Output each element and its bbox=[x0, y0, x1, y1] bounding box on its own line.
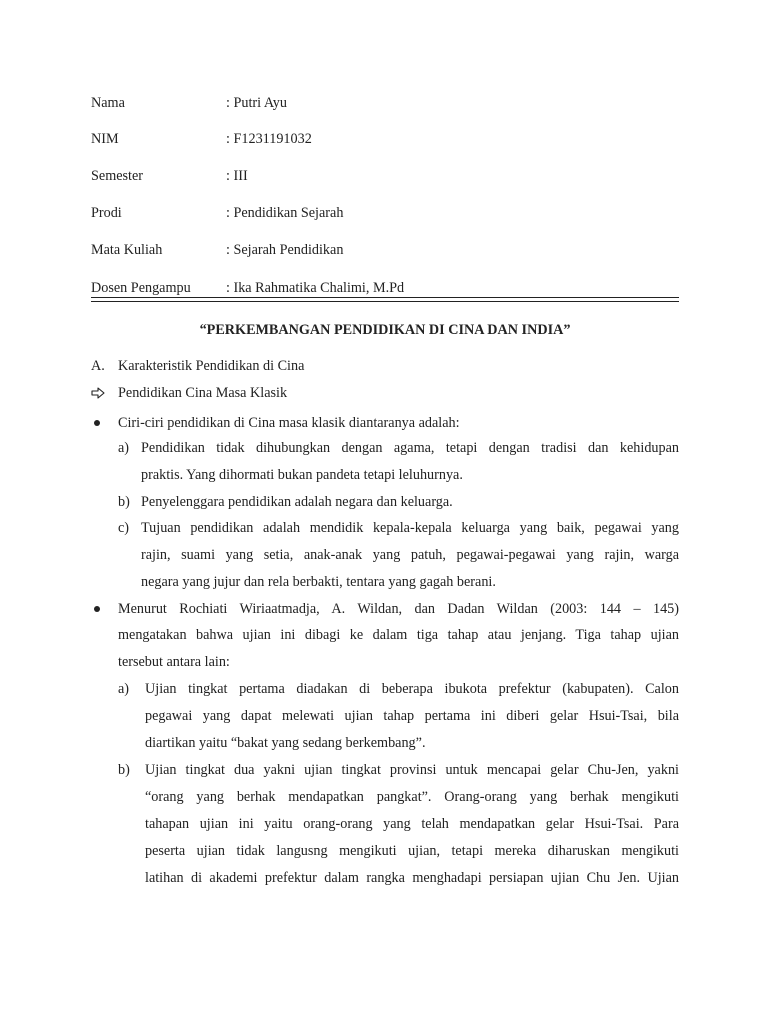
document-title: “PERKEMBANGAN PENDIDIKAN DI CINA DAN INDIA” bbox=[199, 322, 571, 338]
meta-label: NIM bbox=[91, 131, 119, 147]
list-item-line: praktis. Yang dihormati bukan pandeta tetapi leluhurnya. bbox=[141, 467, 463, 483]
meta-value: : Sejarah Pendidikan bbox=[226, 242, 344, 258]
header-divider-top bbox=[91, 297, 679, 298]
list-item-line: peserta ujian tidak langusng mengikuti ujian, tetapi mereka diharuskan mengikuti bbox=[145, 843, 679, 859]
list-item-line: Ujian tingkat dua yakni ujian tingkat provinsi untuk mencapai gelar Chu-Jen, yakni bbox=[145, 762, 679, 778]
section-letter: A. bbox=[91, 358, 105, 374]
list-item-line: rajin, suami yang setia, anak-anak yang patuh, pegawai-pegawai yang rajin, warga bbox=[141, 547, 679, 563]
list-marker: b) bbox=[118, 762, 130, 778]
bullet-text-line: mengatakan bahwa ujian ini dibagi ke dalam tiga tahap atau jenjang. Tiga tahap ujian bbox=[118, 627, 679, 643]
bullet-text-line: Menurut Rochiati Wiriaatmadja, A. Wildan, dan Dadan Wildan (2003: 144 – 145) bbox=[118, 601, 679, 617]
bullet-text-line: tersebut antara lain: bbox=[118, 654, 230, 670]
list-marker: a) bbox=[118, 440, 130, 456]
meta-value: : Pendidikan Sejarah bbox=[226, 205, 344, 221]
list-item-line: pegawai yang dapat melewati ujian tahap pertama ini diberi gelar Hsui-Tsai, bila bbox=[145, 708, 679, 724]
header-divider-bottom bbox=[91, 301, 679, 302]
meta-value: : Putri Ayu bbox=[226, 95, 287, 111]
meta-label: Mata Kuliah bbox=[91, 242, 163, 258]
meta-value: : Ika Rahmatika Chalimi, M.Pd bbox=[226, 280, 405, 296]
list-item-line: Pendidikan tidak dihubungkan dengan agama, tetapi dengan tradisi dan kehidupan bbox=[141, 440, 679, 456]
subheading: Pendidikan Cina Masa Klasik bbox=[118, 385, 288, 401]
list-item-line: tahapan ujian ini yaitu orang-orang yang telah mendapatkan gelar Hsui-Tsai. Para bbox=[145, 816, 679, 832]
list-item-line: latihan di akademi prefektur dalam rangka menghadapi persiapan ujian Chu Jen. Ujian bbox=[145, 870, 679, 886]
section-heading: Karakteristik Pendidikan di Cina bbox=[118, 358, 305, 374]
list-item-line: Penyelenggara pendidikan adalah negara dan keluarga. bbox=[141, 494, 453, 510]
meta-label: Dosen Pengampu bbox=[91, 280, 191, 296]
list-item-line: negara yang jujur dan rela berbakti, tentara yang gagah berani. bbox=[141, 574, 496, 590]
list-item-line: “orang yang berhak mendapatkan pangkat”. Orang-orang yang berhak mengikuti bbox=[145, 789, 679, 805]
bullet-icon bbox=[94, 606, 100, 612]
meta-value: : F1231191032 bbox=[226, 131, 312, 147]
list-item-line: diartikan yaitu “bakat yang sedang berkembang”. bbox=[145, 735, 426, 751]
meta-label: Prodi bbox=[91, 205, 122, 221]
list-item-line: Ujian tingkat pertama diadakan di beberapa ibukota prefektur (kabupaten). Calon bbox=[145, 681, 679, 697]
bullet-text: Ciri-ciri pendidikan di Cina masa klasik diantaranya adalah: bbox=[118, 415, 460, 431]
bullet-icon bbox=[94, 420, 100, 426]
meta-value: : III bbox=[226, 168, 248, 184]
list-marker: b) bbox=[118, 494, 130, 510]
meta-label: Semester bbox=[91, 168, 144, 184]
list-marker: c) bbox=[118, 520, 130, 536]
list-item-line: Tujuan pendidikan adalah mendidik kepala-kepala keluarga yang baik, pegawai yang bbox=[141, 520, 679, 536]
list-marker: a) bbox=[118, 681, 130, 697]
meta-label: Nama bbox=[91, 95, 125, 111]
outline-arrow-right-icon bbox=[91, 386, 105, 400]
